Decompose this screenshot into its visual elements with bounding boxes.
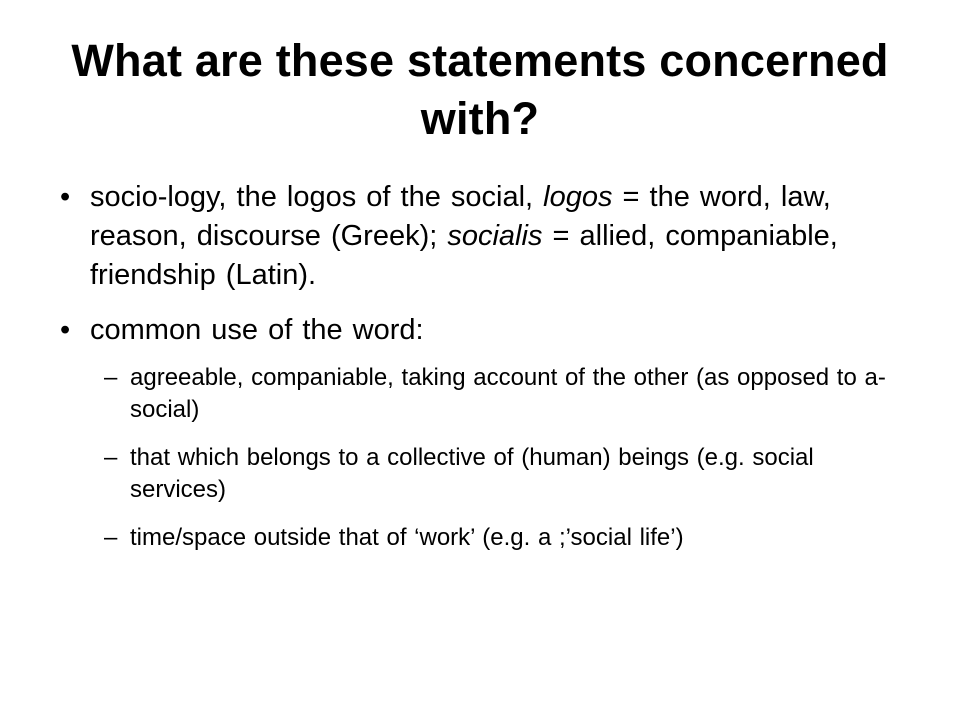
sub-item-text: that which belongs to a collective of (human) beings (e.g. social services) xyxy=(130,444,814,503)
bullet-common-use xyxy=(60,311,890,350)
sub-item-text: agreeable, companiable, taking account of the other (as opposed to a-social) xyxy=(130,364,886,423)
bullet-text: common use of the word: xyxy=(90,314,424,346)
bullet-text-italic-socialis: socialis xyxy=(447,220,543,252)
sub-mark: – xyxy=(104,524,118,551)
slide-body xyxy=(60,178,890,554)
sub-mark: – xyxy=(104,444,118,471)
sub-item-collective xyxy=(60,442,890,506)
bullet-mark: • xyxy=(60,314,71,346)
bullet-text-segment: socio-logy, the logos of the social, xyxy=(90,181,544,213)
bullet-etymology xyxy=(60,178,890,295)
sub-mark: – xyxy=(104,364,118,391)
bullet-text-italic-logos: logos xyxy=(543,181,613,213)
bullet-mark: • xyxy=(60,181,71,213)
slide-title: What are these statements concerned with? xyxy=(71,35,889,144)
sub-list xyxy=(60,362,890,554)
bullet-text-segment: = allied, companiable, friendship (Latin). xyxy=(90,220,838,291)
sub-item-text: time/space outside that of ‘work’ (e.g. a ;’social life’) xyxy=(130,524,684,551)
bullet-text-segment: = the word, law, reason, discourse (Greek); xyxy=(90,181,831,252)
sub-item-agreeable xyxy=(60,362,890,426)
sub-item-time-space xyxy=(60,522,890,554)
